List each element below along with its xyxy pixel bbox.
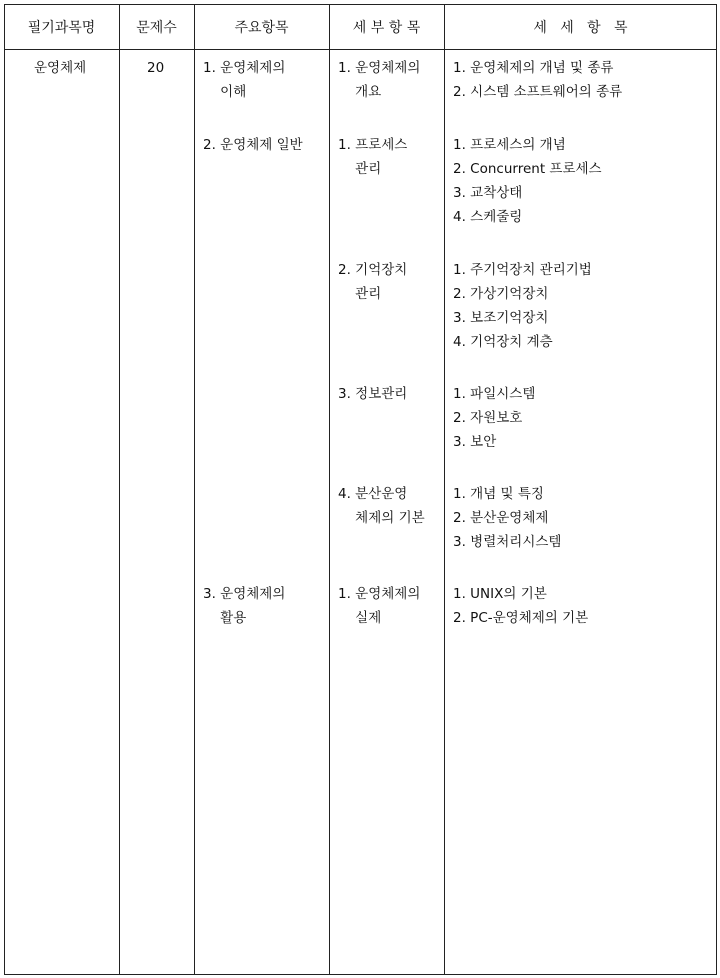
column-divider (329, 4, 330, 975)
sub-item-line: 체제의 기본 (338, 510, 425, 526)
sub-item-line: 관리 (338, 286, 382, 302)
header-sub-item: 세 부 항 목 (352, 19, 421, 36)
detail-item: 2. 가상기억장치 (453, 286, 549, 302)
detail-item: 3. 병렬처리시스템 (453, 534, 562, 550)
header-main-item: 주요항목 (234, 19, 289, 36)
header-detail-item: 세 세 항 목 (533, 19, 628, 36)
subject-name: 운영체제 (34, 60, 87, 76)
sub-item-line: 실제 (338, 610, 382, 626)
detail-item: 2. 시스템 소프트웨어의 종류 (453, 84, 623, 100)
column-divider (194, 4, 195, 975)
header-count: 문제수 (136, 19, 177, 36)
detail-item: 1. 운영체제의 개념 및 종류 (453, 60, 614, 76)
detail-item: 3. 보조기억장치 (453, 310, 549, 326)
detail-item: 1. UNIX의 기본 (453, 586, 547, 602)
sub-item-line: 1. 운영체제의 (338, 60, 421, 76)
detail-item: 1. 주기억장치 관리기법 (453, 262, 592, 278)
sub-item-line: 1. 프로세스 (338, 137, 408, 153)
detail-item: 2. Concurrent 프로세스 (453, 161, 602, 177)
column-divider (119, 4, 120, 975)
sub-item-line: 개요 (338, 84, 382, 100)
detail-item: 4. 스케줄링 (453, 209, 523, 225)
sub-item-line: 관리 (338, 161, 382, 177)
sub-item-line: 4. 분산운영 (338, 486, 408, 502)
header-divider (4, 49, 717, 50)
main-item-line: 2. 운영체제 일반 (203, 137, 303, 153)
detail-item: 3. 교착상태 (453, 185, 523, 201)
sub-item-line: 1. 운영체제의 (338, 586, 421, 602)
main-item-line: 이해 (203, 84, 247, 100)
detail-item: 2. 자원보호 (453, 410, 523, 426)
column-divider (444, 4, 445, 975)
detail-item: 4. 기억장치 계층 (453, 334, 553, 350)
detail-item: 1. 파일시스템 (453, 386, 536, 402)
detail-item: 2. PC-운영체제의 기본 (453, 610, 589, 626)
detail-item: 1. 프로세스의 개념 (453, 137, 566, 153)
detail-item: 3. 보안 (453, 434, 497, 450)
detail-item: 2. 분산운영체제 (453, 510, 549, 526)
detail-item: 1. 개념 및 특징 (453, 486, 544, 502)
question-count: 20 (147, 60, 165, 76)
main-item-line: 3. 운영체제의 (203, 586, 286, 602)
main-item-line: 1. 운영체제의 (203, 60, 286, 76)
main-item-line: 활용 (203, 610, 247, 626)
sub-item-line: 2. 기억장치 (338, 262, 408, 278)
header-subject: 필기과목명 (27, 19, 96, 36)
sub-item-line: 3. 정보관리 (338, 386, 408, 402)
